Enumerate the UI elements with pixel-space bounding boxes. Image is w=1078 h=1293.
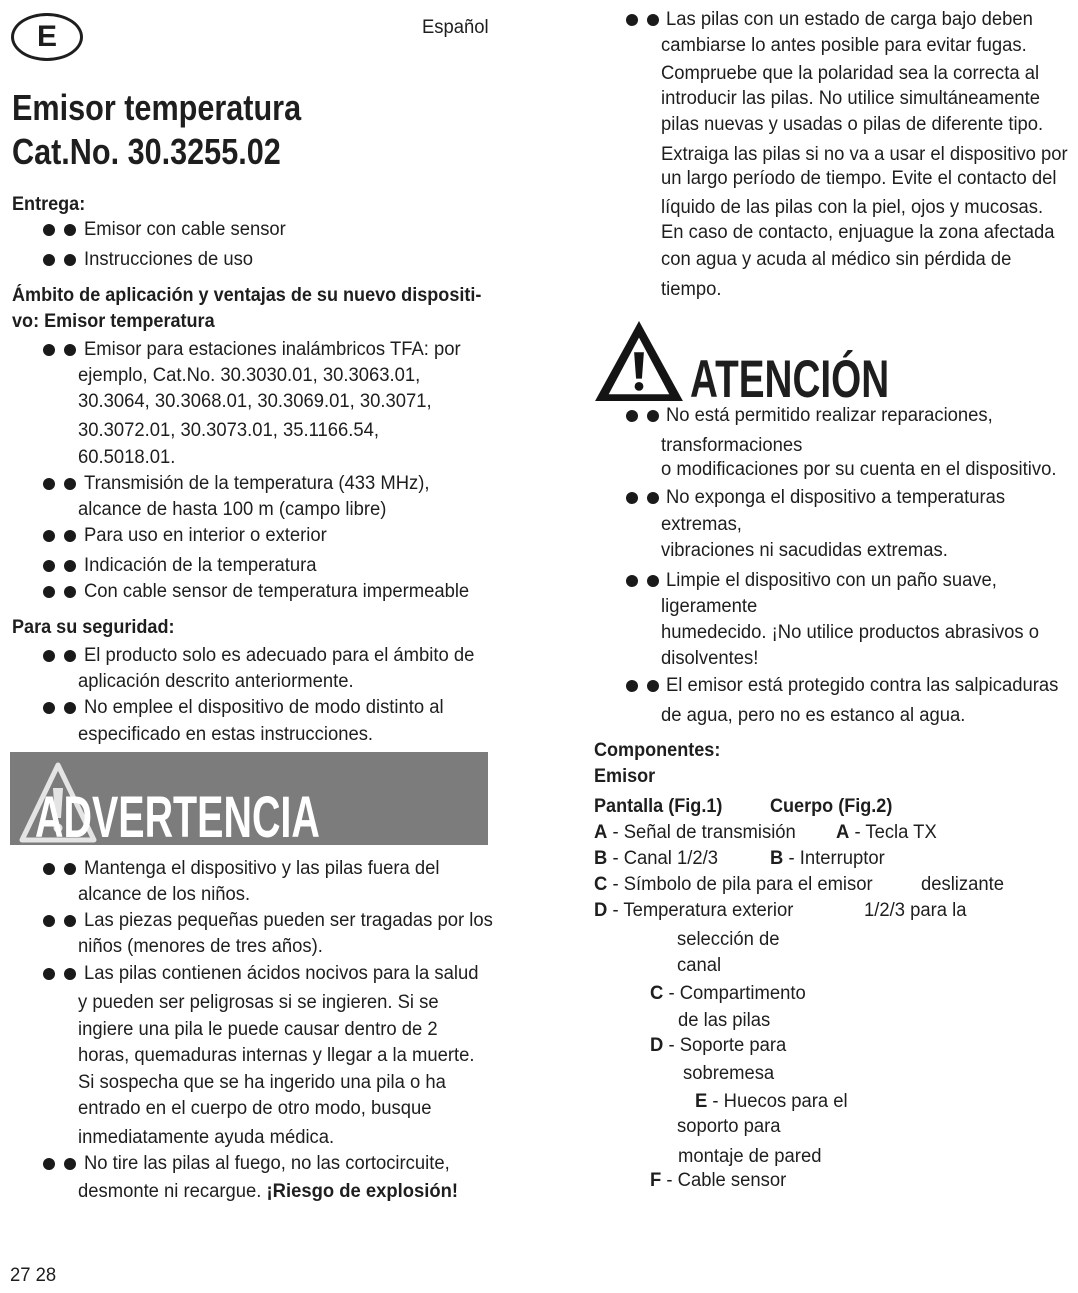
- list-item-line: Las piezas pequeñas pueden ser tragadas por los: [84, 910, 493, 931]
- list-item-line: Mantenga el dispositivo y las pilas fuera del: [84, 858, 440, 879]
- list-item-line: Si sospecha que se ha ingerido una pila o ha: [78, 1072, 446, 1093]
- section-heading: Ámbito de aplicación y ventajas de su nuevo dispositi-: [12, 285, 482, 306]
- display-heading: Pantalla (Fig.1): [594, 796, 723, 817]
- list-item-line: No exponga el dispositivo a temperaturas: [666, 487, 1006, 508]
- part-label: - Soporte para: [668, 1035, 787, 1056]
- housing-part-a: [836, 822, 937, 844]
- part-label-line: sobremesa: [683, 1063, 775, 1084]
- part-label-line: de las pilas: [678, 1010, 771, 1031]
- bullet-icon: [43, 254, 76, 266]
- list-item-line: Las pilas contienen ácidos nocivos para la salud: [84, 963, 479, 984]
- part-key: F: [650, 1170, 662, 1191]
- language-badge-letter: E: [36, 20, 57, 53]
- part-label-line: 1/2/3 para la: [864, 900, 967, 921]
- bullet-icon: [43, 344, 76, 356]
- list-item: Instrucciones de uso: [84, 249, 254, 270]
- part-label-line: soporto para: [677, 1116, 781, 1137]
- list-item-line: transformaciones: [661, 435, 803, 456]
- language-label: Español: [422, 17, 489, 38]
- part-key: B: [594, 848, 608, 869]
- list-item-line: Extraiga las pilas si no va a usar el dispositivo por: [661, 144, 1068, 165]
- list-item-line: o modificaciones por su cuenta en el dispositivo.: [661, 459, 1057, 480]
- part-label: - Símbolo de pila para el emisor: [612, 874, 873, 895]
- part-label-line: canal: [677, 955, 722, 976]
- part-key: A: [836, 822, 850, 843]
- list-item-line: En caso de contacto, enjuague la zona afectada: [661, 222, 1055, 243]
- bullet-icon: [626, 14, 659, 26]
- bullet-icon: [626, 575, 659, 587]
- list-item-line: inmediatamente ayuda médica.: [78, 1127, 335, 1148]
- page-numbers: 27 28: [10, 1265, 57, 1286]
- display-part-d: [594, 900, 793, 922]
- list-item: Emisor con cable sensor: [84, 219, 286, 240]
- housing-heading: Cuerpo (Fig.2): [770, 796, 893, 817]
- bullet-icon: [43, 1158, 76, 1170]
- bullet-icon: [43, 530, 76, 542]
- list-item-line: extremas,: [661, 514, 742, 535]
- list-item-line: Las pilas con un estado de carga bajo deben: [666, 9, 1033, 30]
- page-title: Emisor temperatura: [12, 87, 302, 128]
- list-item-line: de agua, pero no es estanco al agua.: [661, 705, 966, 726]
- part-key: B: [770, 848, 784, 869]
- bullet-icon: [626, 410, 659, 422]
- part-label: - Interruptor: [788, 848, 885, 869]
- list-item-line: Para uso en interior o exterior: [84, 525, 327, 546]
- housing-part-c: [650, 983, 806, 1005]
- part-key: A: [594, 822, 608, 843]
- section-heading: Para su seguridad:: [12, 617, 175, 638]
- bullet-icon: [626, 492, 659, 504]
- list-item-line: especificado en estas instrucciones.: [78, 724, 374, 745]
- list-item-line: No emplee el dispositivo de modo distinto al: [84, 697, 444, 718]
- list-item-line: líquido de las pilas con la piel, ojos y mucosas.: [661, 197, 1044, 218]
- housing-part-d: [650, 1035, 786, 1057]
- display-part-b: [594, 848, 718, 870]
- list-item-line: pilas nuevas y usadas o pilas de diferente tipo.: [661, 114, 1044, 135]
- list-item-line: disolventes!: [661, 648, 759, 669]
- list-item-line: cambiarse lo antes posible para evitar fugas.: [661, 35, 1027, 56]
- part-label: - Señal de transmisión: [612, 822, 796, 843]
- catalog-number: Cat.No. 30.3255.02: [12, 131, 281, 172]
- list-item-line: 30.3072.01, 30.3073.01, 35.1166.54,: [78, 420, 379, 441]
- housing-part-f: [650, 1170, 786, 1192]
- list-item-line: alcance de los niños.: [78, 884, 251, 905]
- display-part-c: [594, 874, 873, 896]
- part-key: D: [594, 900, 608, 921]
- list-item-line: 60.5018.01.: [78, 447, 176, 468]
- part-label: - Tecla TX: [854, 822, 937, 843]
- list-item-line: 30.3064, 30.3068.01, 30.3069.01, 30.3071,: [78, 391, 432, 412]
- part-key: D: [650, 1035, 664, 1056]
- list-item-line: Indicación de la temperatura: [84, 555, 317, 576]
- part-key: C: [650, 983, 664, 1004]
- bullet-icon: [43, 968, 76, 980]
- list-item-line: un largo período de tiempo. Evite el contacto del: [661, 168, 1057, 189]
- bullet-icon: [43, 650, 76, 662]
- list-item-line: El emisor está protegido contra las salpicaduras: [666, 675, 1059, 696]
- list-item-text: desmonte ni recargue.: [78, 1181, 262, 1202]
- list-item-line: Transmisión de la temperatura (433 MHz),: [84, 473, 430, 494]
- bullet-icon: [43, 702, 76, 714]
- part-label: - Cable sensor: [666, 1170, 787, 1191]
- language-badge: [11, 13, 83, 61]
- part-label: - Temperatura exterior: [612, 900, 794, 921]
- list-item-line: alcance de hasta 100 m (campo libre): [78, 499, 387, 520]
- explosion-risk-emphasis: ¡Riesgo de explosión!: [266, 1181, 459, 1202]
- part-label-line: deslizante: [921, 874, 1004, 895]
- part-key: C: [594, 874, 608, 895]
- part-label: - Compartimento: [668, 983, 806, 1004]
- bullet-icon: [43, 560, 76, 572]
- list-item-line: vibraciones ni sacudidas extremas.: [661, 540, 948, 561]
- list-item-line: humedecido. ¡No utilice productos abrasivos o: [661, 622, 1040, 643]
- list-item-line: No tire las pilas al fuego, no las cortocircuite,: [84, 1153, 450, 1174]
- section-heading: vo: Emisor temperatura: [12, 311, 215, 332]
- section-subheading: Emisor: [594, 766, 656, 787]
- bullet-icon: [43, 586, 76, 598]
- display-part-a: [594, 822, 796, 844]
- part-label: - Huecos para el: [712, 1091, 848, 1112]
- list-item-line: Emisor para estaciones inalámbricos TFA: por: [84, 339, 461, 360]
- bullet-icon: [43, 224, 76, 236]
- bullet-icon: [43, 478, 76, 490]
- section-heading: Entrega:: [12, 194, 86, 215]
- housing-part-e: [695, 1091, 848, 1113]
- bullet-icon: [43, 915, 76, 927]
- section-heading: Componentes:: [594, 740, 721, 761]
- attention-title: ATENCIÓN: [690, 350, 890, 409]
- part-label-line: montaje de pared: [678, 1146, 822, 1167]
- list-item-line: ligeramente: [661, 596, 758, 617]
- list-item-line: ingiere una pila le puede causar dentro de 2: [78, 1019, 438, 1040]
- list-item-line: El producto solo es adecuado para el ámbito de: [84, 645, 475, 666]
- attention-triangle-icon: [594, 320, 684, 402]
- part-key: E: [695, 1091, 708, 1112]
- list-item-line: horas, quemaduras internas y llegar a la muerte.: [78, 1045, 475, 1066]
- list-item-line: aplicación descrito anteriormente.: [78, 671, 354, 692]
- list-item-line: y pueden ser peligrosas si se ingieren. Si se: [78, 992, 439, 1013]
- part-label-line: selección de: [677, 929, 780, 950]
- list-item-line: Con cable sensor de temperatura impermeable: [84, 581, 470, 602]
- list-item-line: entrado en el cuerpo de otro modo, busque: [78, 1098, 432, 1119]
- part-label: - Canal 1/2/3: [612, 848, 718, 869]
- list-item-line: ejemplo, Cat.No. 30.3030.01, 30.3063.01,: [78, 365, 421, 386]
- list-item-line: No está permitido realizar reparaciones,: [666, 405, 993, 426]
- list-item-line: tiempo.: [661, 279, 722, 300]
- warning-banner-title: ADVERTENCIA: [35, 785, 320, 850]
- bullet-icon: [626, 680, 659, 692]
- list-item-line: Compruebe que la polaridad sea la correcta al: [661, 63, 1040, 84]
- bullet-icon: [43, 863, 76, 875]
- housing-part-b: [770, 848, 885, 870]
- list-item-line: Limpie el dispositivo con un paño suave,: [666, 570, 997, 591]
- list-item-line: introducir las pilas. No utilice simultáneamente: [661, 88, 1041, 109]
- list-item-line: con agua y acuda al médico sin pérdida de: [661, 249, 1012, 270]
- list-item-line: [78, 1181, 458, 1203]
- list-item-line: niños (menores de tres años).: [78, 936, 323, 957]
